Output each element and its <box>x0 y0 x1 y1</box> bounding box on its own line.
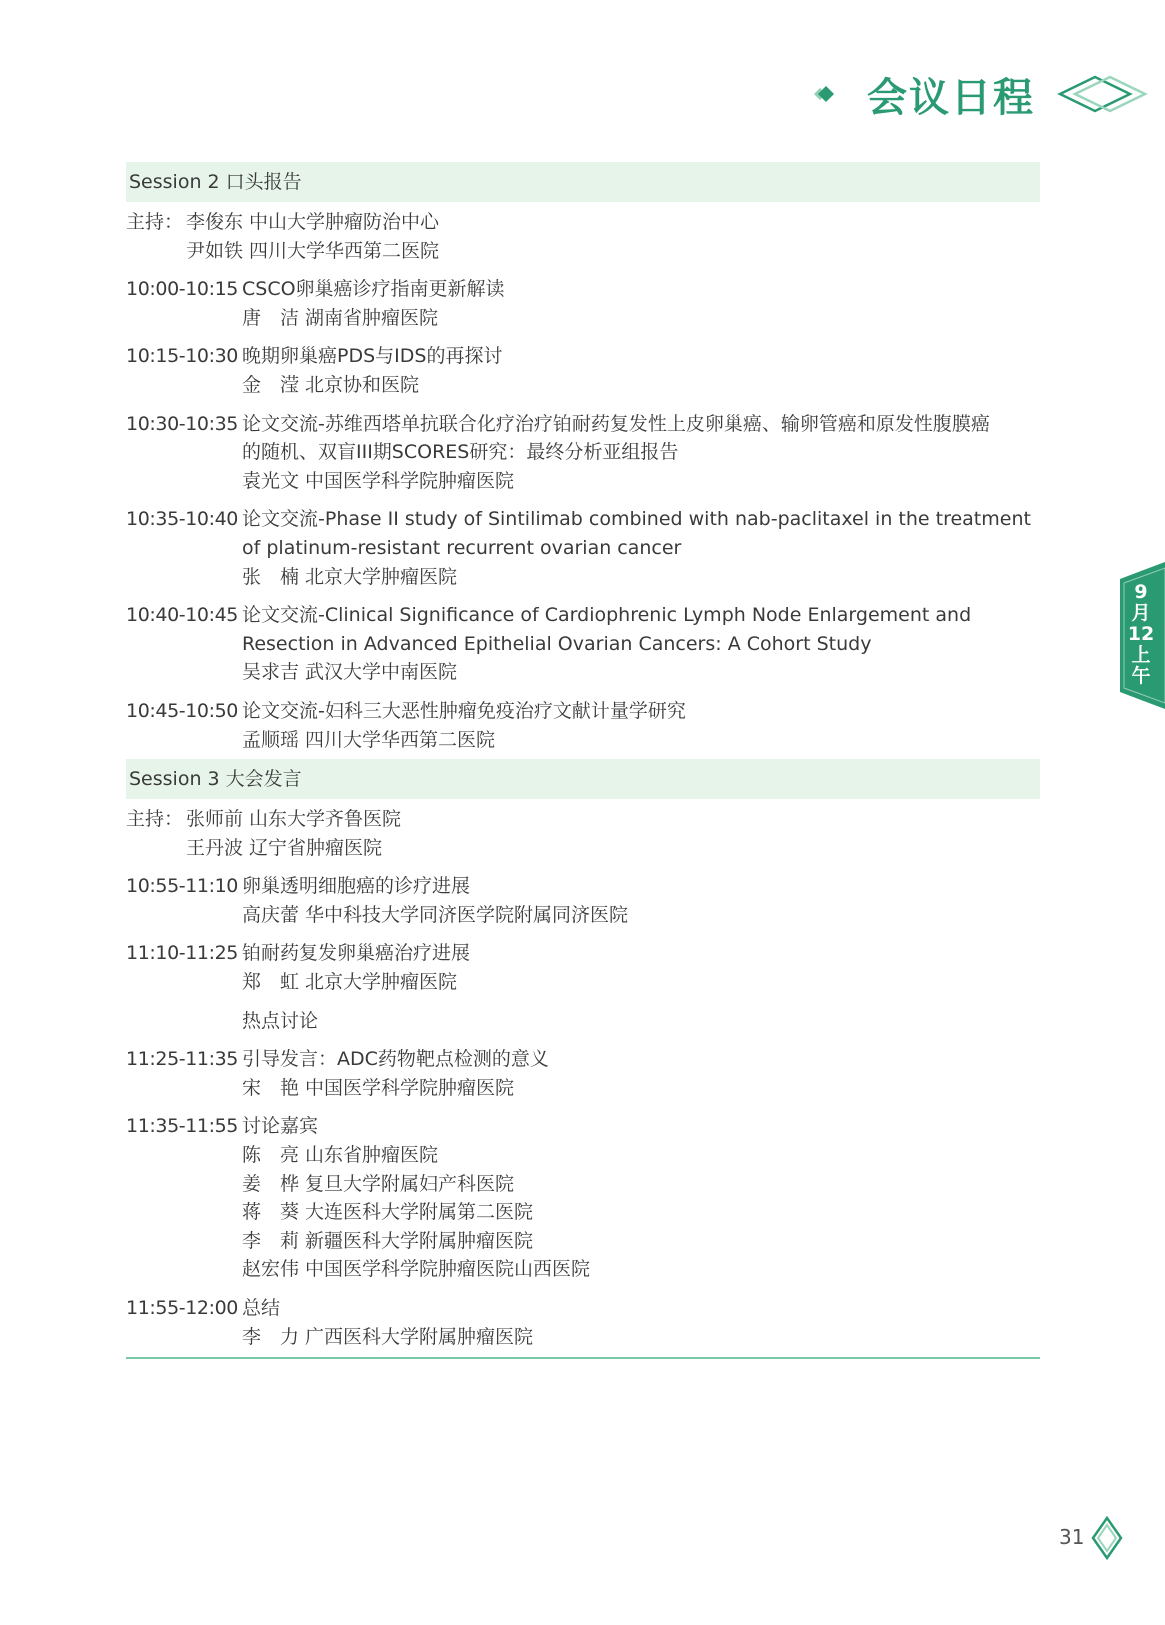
schedule-item <box>126 1112 1040 1284</box>
talk-title: CSCO卵巢癌诊疗指南更新解读 <box>242 278 505 301</box>
time-slot: 11:10-11:25 <box>126 942 238 965</box>
time-slot <box>126 1007 242 1036</box>
speaker: 袁光文 中国医学科学院肿瘤医院 <box>242 469 515 492</box>
time-slot: 10:45-10:50 <box>126 699 238 722</box>
date-tab-line: 月 <box>1131 602 1151 624</box>
talk-title: 引导发言：ADC药物靶点检测的意义 <box>242 1048 549 1071</box>
speaker: 张 楠 北京大学肿瘤医院 <box>242 565 458 588</box>
time-slot: 10:00-10:15 <box>126 278 238 301</box>
schedule-item <box>126 342 1040 399</box>
speaker: 宋 艳 中国医学科学院肿瘤医院 <box>242 1076 515 1099</box>
schedule-item <box>126 275 1040 332</box>
schedule-item <box>126 505 1040 591</box>
talk-title: 论文交流-苏维西塔单抗联合化疗治疗铂耐药复发性上皮卵巢癌、输卵管癌和原发性腹膜癌 <box>242 412 990 435</box>
speaker: 金 滢 北京协和医院 <box>242 373 420 396</box>
session-2-header: Session 2 口头报告 <box>126 162 1040 202</box>
talk-title: 论文交流-妇科三大恶性肿瘤免疫治疗文献计量学研究 <box>242 699 686 722</box>
time-slot: 11:55-12:00 <box>126 1297 238 1319</box>
host-name: 李俊东 中山大学肿瘤防治中心 <box>186 211 440 233</box>
time-slot: 10:30-10:35 <box>126 412 238 435</box>
speaker: 李 力 广西医科大学附属肿瘤医院 <box>242 1325 534 1348</box>
date-tab-label <box>1123 582 1159 687</box>
bottom-divider <box>126 1357 1040 1359</box>
talk-title-continued: 的随机、双盲III期SCORES研究：最终分析亚组报告 <box>242 441 679 464</box>
date-tab-line: 9 <box>1134 581 1148 603</box>
host-label: 主持： <box>126 808 184 831</box>
page-number: 31 <box>1059 1525 1085 1549</box>
time-slot: 10:15-10:30 <box>126 345 238 368</box>
session-3-hosts <box>126 805 1040 862</box>
page-header <box>805 62 1149 126</box>
host-name: 尹如铁 四川大学华西第二医院 <box>186 239 440 262</box>
host-label: 主持： <box>126 211 184 233</box>
speaker: 郑 虹 北京大学肿瘤医院 <box>242 971 458 994</box>
talk-title: 总结 <box>242 1297 281 1319</box>
session-3-header: Session 3 大会发言 <box>126 759 1040 799</box>
talk-title-continued: of platinum-resistant recurrent ovarian cancer <box>242 536 682 559</box>
panelist: 赵宏伟 中国医学科学院肿瘤医院山西医院 <box>242 1258 591 1281</box>
speaker: 高庆蕾 华中科技大学同济医学院附属同济医院 <box>242 903 629 926</box>
time-slot: 10:35-10:40 <box>126 508 238 531</box>
talk-title: 卵巢透明细胞癌的诊疗进展 <box>242 875 471 898</box>
schedule-item <box>126 939 1040 996</box>
section-heading: 热点讨论 <box>242 1009 319 1032</box>
time-slot: 10:40-10:45 <box>126 604 238 627</box>
page-title: 会议日程 <box>867 74 1035 121</box>
speaker: 唐 洁 湖南省肿瘤医院 <box>242 306 439 329</box>
schedule-item <box>126 872 1040 929</box>
date-tab-line: 午 <box>1131 665 1151 687</box>
date-tab-line: 上 <box>1131 644 1151 666</box>
diamond-outline-icon <box>1091 1516 1123 1560</box>
schedule-item <box>126 410 1040 496</box>
schedule-item <box>126 1045 1040 1102</box>
speaker: 孟顺瑶 四川大学华西第二医院 <box>242 728 496 751</box>
schedule <box>126 162 1040 1351</box>
panelist: 李 莉 新疆医科大学附属肿瘤医院 <box>242 1229 534 1252</box>
panelist: 蒋 葵 大连医科大学附属第二医院 <box>242 1201 534 1224</box>
host-name: 王丹波 辽宁省肿瘤医院 <box>186 836 383 859</box>
host-name: 张师前 山东大学齐鲁医院 <box>186 808 402 831</box>
panelist: 姜 桦 复旦大学附属妇产科医院 <box>242 1172 515 1195</box>
date-tab-line: 12 <box>1127 623 1155 645</box>
schedule-item <box>126 601 1040 687</box>
diamond-icon <box>805 79 839 109</box>
schedule-item <box>126 1294 1040 1351</box>
talk-title: 讨论嘉宾 <box>242 1115 319 1138</box>
speaker: 吴求吉 武汉大学中南医院 <box>242 661 458 684</box>
talk-title: 论文交流-Clinical Significance of Cardiophrenic Lymph Node Enlargement and <box>242 604 972 627</box>
talk-title: 论文交流-Phase II study of Sintilimab combined with nab-paclitaxel in the treatment <box>242 508 1031 531</box>
time-slot: 11:35-11:55 <box>126 1115 238 1138</box>
talk-title-continued: Resection in Advanced Epithelial Ovarian Cancers: A Cohort Study <box>242 632 872 655</box>
time-slot: 10:55-11:10 <box>126 875 238 898</box>
talk-title: 晚期卵巢癌PDS与IDS的再探讨 <box>242 345 503 368</box>
talk-title: 铂耐药复发卵巢癌治疗进展 <box>242 942 471 965</box>
schedule-item <box>126 1007 1040 1036</box>
session-2-hosts <box>126 208 1040 265</box>
time-slot: 11:25-11:35 <box>126 1048 238 1071</box>
panelist: 陈 亮 山东省肿瘤医院 <box>242 1144 439 1167</box>
schedule-item <box>126 697 1040 754</box>
double-diamond-icon <box>1057 74 1149 114</box>
